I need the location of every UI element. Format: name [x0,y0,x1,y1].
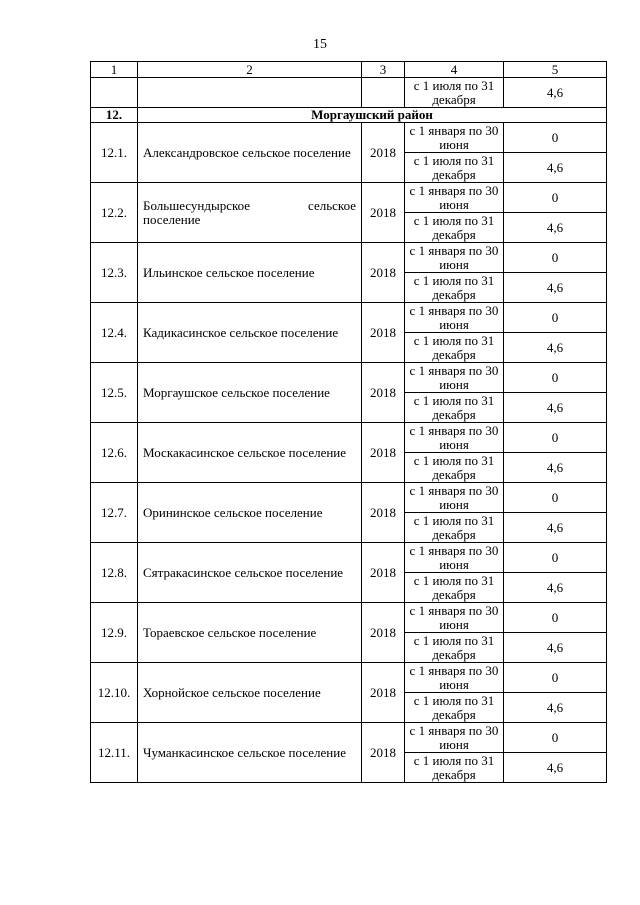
continuation-year-cell [362,78,405,108]
page-number: 15 [313,37,327,52]
district-name: Моргаушский район [138,108,607,123]
period-first-cell [405,423,504,453]
value-first: 0 [504,183,607,213]
value-first: 0 [504,123,607,153]
table-body [91,62,607,783]
period-first: с 1 января по 30 июня [409,542,499,572]
settlement-name: Орининское сельское поселение [143,504,323,520]
value-first: 0 [504,663,607,693]
settlement-name-cell [138,303,362,363]
header-row [91,62,607,78]
period-first-cell [405,363,504,393]
value-second: 4,6 [504,693,607,723]
settlement-name: Большесундырское сельское поселение [143,197,356,227]
value-first: 0 [504,723,607,753]
period-second-cell [405,213,504,243]
period-second: с 1 июля по 31 декабря [413,752,495,782]
value-second: 4,6 [504,213,607,243]
continuation-num-cell [91,78,138,108]
settlement-name: Москакасинское сельское поселение [143,444,347,460]
value-second: 4,6 [504,333,607,363]
period-first: с 1 января по 30 июня [409,662,499,692]
header-cell-2: 2 [138,62,362,78]
settlement-name: Ильинское сельское поселение [143,264,315,280]
settlement-name-cell [138,543,362,603]
settlement-year: 2018 [362,483,405,543]
period-second: с 1 июля по 31 декабря [413,572,495,602]
settlement-name-cell [138,723,362,783]
value-second: 4,6 [504,753,607,783]
header-cell-5: 5 [504,62,607,78]
header-cell-4: 4 [405,62,504,78]
settlement-number: 12.8. [91,543,138,603]
table-row [91,723,607,753]
settlement-number: 12.5. [91,363,138,423]
settlement-year: 2018 [362,123,405,183]
value-second: 4,6 [504,513,607,543]
settlement-year: 2018 [362,303,405,363]
settlement-name-cell [138,423,362,483]
settlement-name-cell [138,123,362,183]
value-second: 4,6 [504,393,607,423]
settlement-name: Кадикасинское сельское поселение [143,324,339,340]
settlement-name-cell [138,243,362,303]
value-first: 0 [504,423,607,453]
value-first: 0 [504,543,607,573]
header-cell-3: 3 [362,62,405,78]
settlement-name-cell [138,603,362,663]
period-second: с 1 июля по 31 декабря [413,392,495,422]
settlement-number: 12.7. [91,483,138,543]
settlement-name-cell [138,183,362,243]
period-first-cell [405,723,504,753]
settlement-number: 12.9. [91,603,138,663]
period-first: с 1 января по 30 июня [409,422,499,452]
settlement-number: 12.6. [91,423,138,483]
period-first-cell [405,663,504,693]
table-row [91,543,607,573]
settlement-name-cell [138,663,362,723]
period-first: с 1 января по 30 июня [409,722,499,752]
settlement-name: Моргаушское сельское поселение [143,384,330,400]
table-row [91,423,607,453]
settlement-name: Тораевское сельское поселение [143,624,317,640]
continuation-period-cell [405,78,504,108]
table-row [91,483,607,513]
settlement-number: 12.1. [91,123,138,183]
settlement-name: Сятракасинское сельское поселение [143,564,344,580]
period-first-cell [405,243,504,273]
period-second-cell [405,273,504,303]
period-second-cell [405,633,504,663]
period-second: с 1 июля по 31 декабря [413,152,495,182]
value-second: 4,6 [504,633,607,663]
period-second: с 1 июля по 31 декабря [413,452,495,482]
period-second-cell [405,513,504,543]
period-first-cell [405,543,504,573]
settlement-name: Александровское сельское поселение [143,144,351,160]
value-second: 4,6 [504,273,607,303]
period-first: с 1 января по 30 июня [409,602,499,632]
period-first-cell [405,123,504,153]
value-first: 0 [504,243,607,273]
period-second: с 1 июля по 31 декабря [413,212,495,242]
table-row [91,303,607,333]
settlement-year: 2018 [362,663,405,723]
district-row [91,108,607,123]
settlement-year: 2018 [362,543,405,603]
value-first: 0 [504,363,607,393]
table-row [91,183,607,213]
settlement-number: 12.3. [91,243,138,303]
period-first-cell [405,483,504,513]
period-second: с 1 июля по 31 декабря [413,632,495,662]
period-first: с 1 января по 30 июня [409,362,499,392]
period-first: с 1 января по 30 июня [409,182,499,212]
table-row [91,243,607,273]
table-row [91,123,607,153]
settlement-number: 12.4. [91,303,138,363]
table-row [91,663,607,693]
table-row [91,603,607,633]
period-first: с 1 января по 30 июня [409,482,499,512]
settlement-year: 2018 [362,243,405,303]
period-second-cell [405,453,504,483]
period-first-cell [405,183,504,213]
period-first: с 1 января по 30 июня [409,302,499,332]
value-second: 4,6 [504,153,607,183]
value-second: 4,6 [504,573,607,603]
period-second: с 1 июля по 31 декабря [413,512,495,542]
settlement-name-cell [138,483,362,543]
settlement-year: 2018 [362,363,405,423]
settlement-year: 2018 [362,723,405,783]
period-second: с 1 июля по 31 декабря [413,332,495,362]
value-first: 0 [504,603,607,633]
settlement-number: 12.11. [91,723,138,783]
period-second-cell [405,153,504,183]
period-second-cell [405,693,504,723]
settlement-number: 12.2. [91,183,138,243]
table-row [91,363,607,393]
settlement-number: 12.10. [91,663,138,723]
header-cell-1: 1 [91,62,138,78]
settlement-year: 2018 [362,603,405,663]
settlement-name: Хорнойское сельское поселение [143,684,321,700]
period-second: с 1 июля по 31 декабря [413,272,495,302]
tariff-table [90,61,607,783]
settlement-year: 2018 [362,183,405,243]
settlement-year: 2018 [362,423,405,483]
continuation-name-cell [138,78,362,108]
period-text: с 1 июля по 31 декабря [413,77,495,107]
value-second: 4,6 [504,453,607,483]
period-second: с 1 июля по 31 декабря [413,692,495,722]
period-second-cell [405,393,504,423]
value-first: 0 [504,303,607,333]
continuation-value-cell: 4,6 [504,78,607,108]
period-first: с 1 января по 30 июня [409,242,499,272]
period-first-cell [405,603,504,633]
period-second-cell [405,753,504,783]
district-number: 12. [91,108,138,123]
period-second-cell [405,573,504,603]
period-first-cell [405,303,504,333]
period-first: с 1 января по 30 июня [409,122,499,152]
value-first: 0 [504,483,607,513]
settlement-name: Чуманкасинское сельское поселение [143,744,346,760]
continuation-row [91,78,607,108]
settlement-name-cell [138,363,362,423]
period-second-cell [405,333,504,363]
